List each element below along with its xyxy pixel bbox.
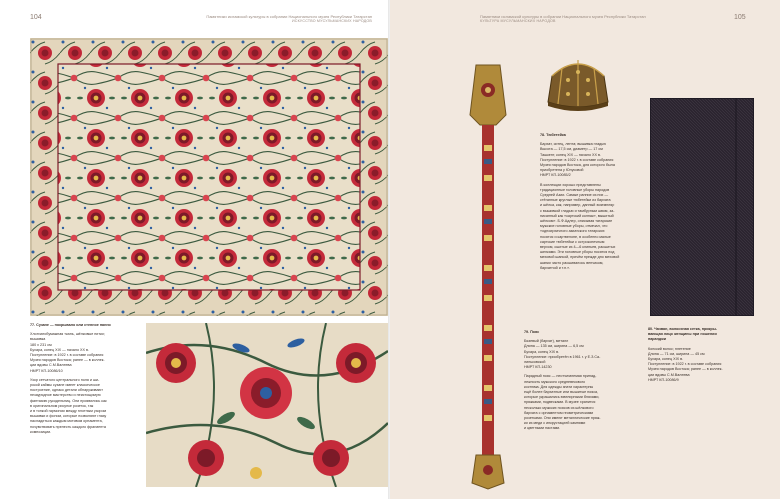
tubeteika-photo [542,50,614,114]
caption-item-80 [648,327,758,387]
item-77-title: 77. Сузане — покрывало или стенное панно [30,323,111,327]
suzani-detail-photo [146,323,388,487]
item-78-details: Бархат, ситец, лента; вышивка гладью Высота — 17,5 см, диаметр — 17 см Ташкент, конец XIX — начало XX в. Поступление: в 1922 г. в составе собрания Музея народов Востока, для которого была приобретена у Юнусовой НМРТ КП-10085/2 [540,142,615,178]
item-80-title: 80. Чачван, волосяная сетка, прикры- вающая лицо женщины при ношении паранджи [648,327,717,342]
item-78-description: В коллекции хорошо представлены традиционные головные уборы народов Средней Азии. Самые ранние из них — стёганные круглые тюбетейки из бархата и шёлка, как, например, данный экземпляр с вышивкой гладью и тамбурным швом, за- писанный как «картский колпак», вышитый шёлком». Б.Ф.Адлер, описывая татарские мужские головные уборы, отмечал, что «одноирхичного азиатского татарских носятся и картвелоне, в особенно малые сартские тюбетейки с остроконечным верхом, сшитые из 4—6 клиньев, расшитых шелками. Эти головные уборы носятся под меховой шапкой, причём прежде дно меховой шапки часто расшивалось венчиком, бархатной и т.п.». [540,182,620,270]
item-78-title: 78. Тюбетейка [540,133,566,137]
chachvan-photo [650,98,754,316]
caption-item-77 [30,323,142,439]
caption-item-78 [540,133,640,275]
left-header-title: Памятники исламской культуры в собрании Национального музея Республики Татарстан [206,14,372,19]
right-page-number: 105 [734,14,746,21]
left-header-section: ИСКУССТВО МУСУЛЬМАНСКИХ НАРОДОВ [292,19,372,23]
right-header-section: КУЛЬТУРА МУСУЛЬМАНСКИХ НАРОДОВ [480,19,556,23]
item-80-details: Конский волос; плетение Длина — 71 см, ширина — 45 см Бухара, конец XIX в. Поступление: в 1922 г. в составе собрания Музея народов Востока; ранее — в коллек- ции вдовы С.М.Валеева НМРТ КП-10086/9 [648,346,723,382]
item-77-description: Узор сетчатого центрального поля и ши- рокой каймы сузане имеет классическое построение, однако детали обнаруживают незаурядное мастерство и неистощимую фантазию рукодельниц. Они проявились как в оригинальном рисунке розеток, так и в тонкой гармонии между плотным узором вышивки и фоном, которые позволяют глазу насладиться каждым мотивом орнамента, почувствовать прелесть каждого фрагмента композиции. [30,377,107,434]
right-header-title: Памятники исламской культуры в собрании Национального музея Республики Татарстан [480,14,646,19]
item-77-details: Хлопчатобумажная ткань, шёлковые нитки; вышивка 180 х 231 см Бухара, конец XIX — начало XX в. Поступление: в 1922 г. в составе собрания Музея народов Востока; ранее — в коллек- ции вдовы С.М.Валеева НМРТ КП-10086/10 [30,332,105,373]
item-79-title: 79. Пояс [524,330,540,334]
right-page [390,0,780,499]
belt-photo [468,55,508,490]
item-79-details: Бязевый (бархат), металл Длина — 135 см, ширина — 6,5 см Бухара, конец XIX в. Поступление: приобретён в 1961 г. у Е.З.Са- линьковской НМРТ КП-14230 [524,339,601,370]
caption-item-79 [524,330,634,436]
left-running-header [172,14,372,24]
item-79-description: Парадный пояс — неотъемлемая принад- лежность мужского средневекового костюма. Для одежды знати характерны ещё более бархатные или вышитые пояса, которые украшались ювелирными бляхами, пряжками, подвесками. В музее хранится несколько мужских поясов из шёлкового бархата с орнаментом геометрическими розетками. Они имеют металлические пряж- ки из меди с инкрустацией камнями и цветными пастами. [524,374,601,431]
right-running-header [480,14,720,24]
suzani-photo [30,38,388,316]
left-page-number: 104 [30,14,42,21]
